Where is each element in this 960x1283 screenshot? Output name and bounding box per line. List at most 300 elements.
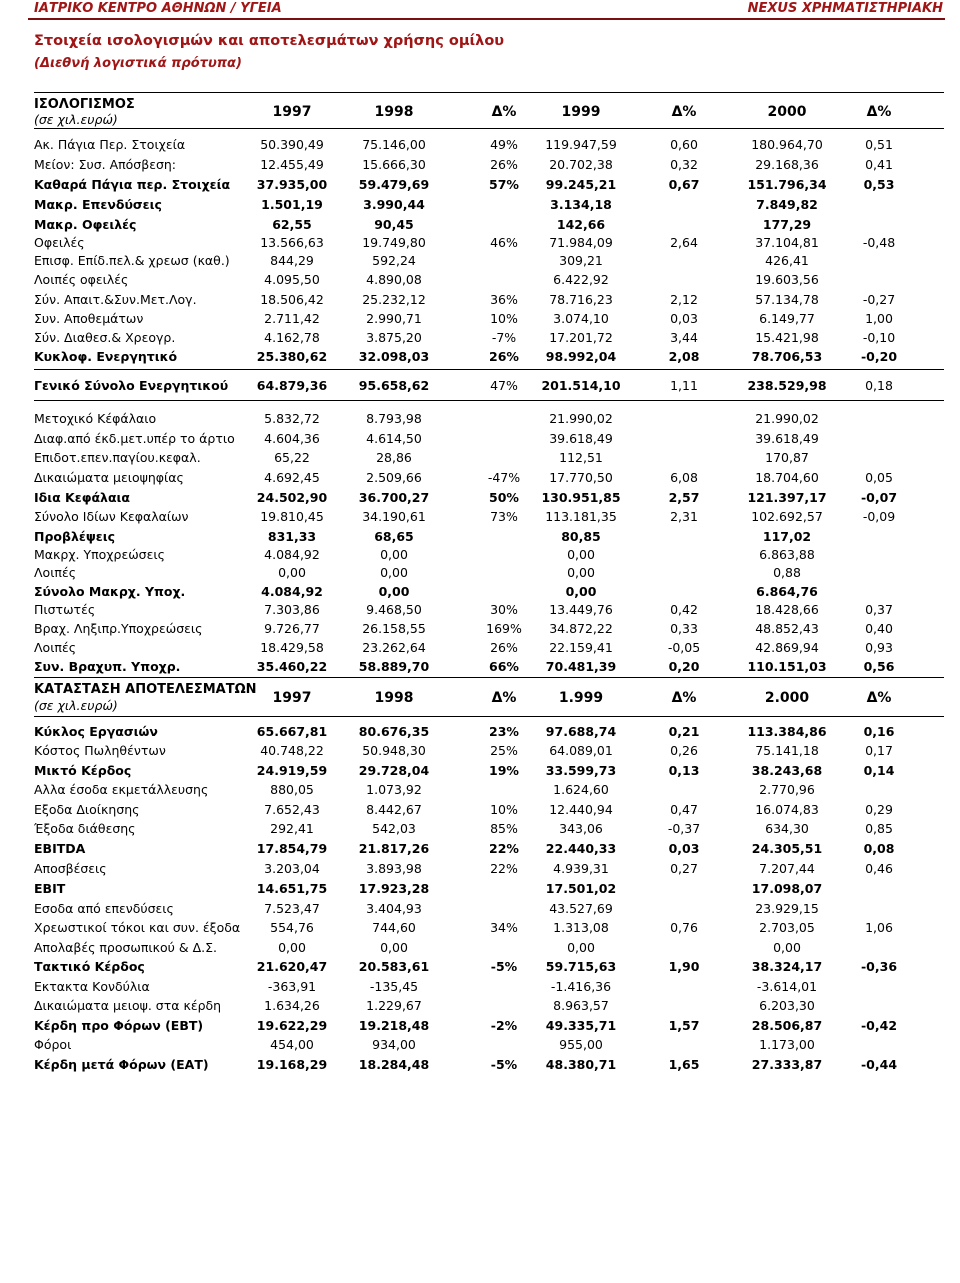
cell-value: 75.141,18 — [755, 743, 819, 758]
cell-value: 6.203,30 — [759, 998, 815, 1013]
cell-value: 39.618,49 — [755, 431, 819, 446]
cell-value: 4.084,92 — [264, 547, 320, 562]
cell-value: -0,37 — [667, 821, 701, 836]
cell-value: 20.702,38 — [549, 157, 613, 172]
row-label: Προβλέψεις — [34, 529, 115, 544]
row-label: Ιδια Κεφάλαια — [34, 490, 131, 505]
cell-value: 1.229,67 — [366, 998, 422, 1013]
cell-value: -5% — [490, 1057, 518, 1072]
cell-value: 66% — [489, 659, 519, 674]
cell-value: 3.074,10 — [553, 311, 609, 326]
row-label: EBITDA — [34, 841, 86, 856]
cell-value: 2.770,96 — [759, 782, 815, 797]
cell-value: 7.652,43 — [264, 802, 320, 817]
cell-value: 17.923,28 — [358, 881, 430, 896]
cell-value: 0,03 — [670, 311, 698, 326]
cell-value: 23% — [489, 724, 519, 739]
cell-value: 17.770,50 — [549, 470, 613, 485]
row-label: Δικαιώματα μειοψ. στα κέρδη — [34, 998, 222, 1013]
cell-value: 0,13 — [668, 763, 700, 778]
row-label: Επιδοτ.επεν.παγίου.κεφαλ. — [34, 450, 201, 465]
column-header-5: Δ% — [671, 104, 697, 120]
cell-value: 0,00 — [565, 584, 597, 599]
cell-value: 1,65 — [668, 1057, 700, 1072]
cell-value: 33.599,73 — [545, 763, 617, 778]
row-label: Μείον: Συσ. Απόσβεση: — [34, 157, 177, 172]
cell-value: 59.715,63 — [545, 959, 617, 974]
cell-value: 21.990,02 — [755, 411, 819, 426]
cell-value: 13.449,76 — [549, 602, 613, 617]
cell-value: 4.614,50 — [366, 431, 422, 446]
cell-value: 19.218,48 — [358, 1018, 430, 1033]
cell-value: 75.146,00 — [362, 137, 426, 152]
row-label: Έξοδα διάθεσης — [34, 821, 136, 836]
row-label: Μικτό Κέρδος — [34, 763, 132, 778]
cell-value: -135,45 — [369, 979, 419, 994]
row-label: Κέρδη μετά Φόρων (ΕΑΤ) — [34, 1057, 209, 1072]
cell-value: 12.440,94 — [549, 802, 613, 817]
cell-value: 28.506,87 — [751, 1018, 823, 1033]
cell-value: 130.951,85 — [541, 490, 621, 505]
cell-value: 38.324,17 — [751, 959, 823, 974]
cell-value: 177,29 — [762, 217, 812, 232]
cell-value: 0,47 — [670, 802, 698, 817]
cell-value: 8.963,57 — [553, 998, 609, 1013]
row-label: Γενικό Σύνολο Ενεργητικού — [34, 378, 229, 393]
cell-value: 7.303,86 — [264, 602, 320, 617]
cell-value: 113.181,35 — [545, 509, 617, 524]
cell-value: 0,53 — [863, 177, 895, 192]
cell-value: 0,85 — [865, 821, 893, 836]
row-label: Μακρχ. Υποχρεώσεις — [34, 547, 165, 562]
total-assets-row — [34, 378, 944, 396]
cell-value: 35.460,22 — [256, 659, 328, 674]
cell-value: 4.084,92 — [261, 584, 323, 599]
cell-value: 0,00 — [380, 940, 408, 955]
cell-value: 1,90 — [668, 959, 700, 974]
table-row — [34, 292, 944, 310]
row-label: Δικαιώματα μειοψηφίας — [34, 470, 184, 485]
header-left: ΙΑΤΡΙΚΟ ΚΕΝΤΡΟ ΑΘΗΝΩΝ / ΥΓΕΙΑ — [34, 1, 282, 16]
cell-value: 1.313,08 — [553, 920, 609, 935]
table-row — [34, 940, 944, 958]
cell-value: 19.749,80 — [362, 235, 426, 250]
cell-value: 18.506,42 — [260, 292, 324, 307]
cell-value: -47% — [487, 470, 521, 485]
table-row — [34, 881, 944, 899]
cell-value: 634,30 — [765, 821, 809, 836]
cell-value: 238.529,98 — [747, 378, 827, 393]
row-label: EBIT — [34, 881, 66, 896]
cell-value: 0,05 — [865, 470, 893, 485]
cell-value: 34% — [490, 920, 518, 935]
cell-value: 0,60 — [670, 137, 698, 152]
cell-value: -1.416,36 — [550, 979, 612, 994]
row-label: Φόροι — [34, 1037, 72, 1052]
cell-value: 32.098,03 — [358, 349, 430, 364]
cell-value: -2% — [490, 1018, 518, 1033]
cell-value: 0,20 — [668, 659, 700, 674]
cell-value: 34.190,61 — [362, 509, 426, 524]
cell-value: 22.440,33 — [545, 841, 617, 856]
row-label: Βραχ. Ληξιπρ.Υποχρεώσεις — [34, 621, 203, 636]
cell-value: 113.384,86 — [747, 724, 827, 739]
cell-value: 19.810,45 — [260, 509, 324, 524]
cell-value: 49% — [490, 137, 518, 152]
table-row — [34, 1018, 944, 1036]
cell-value: 0,37 — [865, 602, 893, 617]
cell-value: 22% — [489, 841, 519, 856]
cell-value: 8.442,67 — [366, 802, 422, 817]
table-row — [34, 1037, 944, 1055]
cell-value: 99.245,21 — [545, 177, 617, 192]
table-row — [34, 959, 944, 977]
cell-value: 9.468,50 — [366, 602, 422, 617]
cell-value: 47% — [490, 378, 518, 393]
table-row — [34, 272, 944, 290]
page-subtitle: (Διεθνή λογιστικά πρότυπα) — [34, 56, 242, 71]
income-top-rule — [34, 677, 944, 678]
cell-value: 98.992,04 — [545, 349, 617, 364]
cell-value: 40.748,22 — [260, 743, 324, 758]
row-label: Λοιπές — [34, 640, 77, 655]
cell-value: 48.852,43 — [755, 621, 819, 636]
cell-value: 844,29 — [270, 253, 314, 268]
cell-value: 50.390,49 — [260, 137, 324, 152]
cell-value: 2.509,66 — [366, 470, 422, 485]
balance-unit: (σε χιλ.ευρώ) — [34, 112, 118, 127]
cell-value: 21.620,47 — [256, 959, 328, 974]
row-label: Εξοδα Διοίκησης — [34, 802, 140, 817]
cell-value: -0,20 — [860, 349, 898, 364]
cell-value: 1,11 — [670, 378, 698, 393]
table-row — [34, 137, 944, 155]
cell-value: 19% — [489, 763, 519, 778]
cell-value: 0,00 — [773, 940, 801, 955]
cell-value: 36.700,27 — [358, 490, 430, 505]
cell-value: 29.728,04 — [358, 763, 430, 778]
total-assets-rule-bottom — [34, 400, 944, 401]
column-header-7: Δ% — [866, 690, 892, 706]
column-header-2: 1998 — [374, 690, 414, 706]
row-label: Συν. Βραχυπ. Υποχρ. — [34, 659, 181, 674]
cell-value: 110.151,03 — [747, 659, 827, 674]
cell-value: 0,56 — [863, 659, 895, 674]
table-row — [34, 602, 944, 620]
cell-value: 59.479,69 — [358, 177, 430, 192]
cell-value: 0,18 — [865, 378, 893, 393]
cell-value: 426,41 — [765, 253, 809, 268]
cell-value: -0,10 — [862, 330, 896, 345]
table-row — [34, 1057, 944, 1075]
row-label: Τακτικό Κέρδος — [34, 959, 145, 974]
table-row — [34, 470, 944, 488]
cell-value: 46% — [490, 235, 518, 250]
cell-value: 6,08 — [670, 470, 698, 485]
column-header-4: 1999 — [561, 104, 601, 120]
cell-value: 48.380,71 — [545, 1057, 617, 1072]
cell-value: 2.990,71 — [366, 311, 422, 326]
cell-value: 0,40 — [865, 621, 893, 636]
cell-value: 0,88 — [773, 565, 801, 580]
cell-value: 0,16 — [863, 724, 895, 739]
cell-value: 3.875,20 — [366, 330, 422, 345]
cell-value: 57.134,78 — [755, 292, 819, 307]
cell-value: 78.716,23 — [549, 292, 613, 307]
cell-value: -0,07 — [860, 490, 898, 505]
row-label: Αποσβέσεις — [34, 861, 107, 876]
cell-value: 119.947,59 — [545, 137, 617, 152]
cell-value: -7% — [491, 330, 517, 345]
cell-value: 3.203,04 — [264, 861, 320, 876]
row-label: Οφειλές — [34, 235, 85, 250]
cell-value: -363,91 — [267, 979, 317, 994]
cell-value: 23.262,64 — [362, 640, 426, 655]
cell-value: 4.890,08 — [366, 272, 422, 287]
cell-value: 19.622,29 — [256, 1018, 328, 1033]
cell-value: 1.624,60 — [553, 782, 609, 797]
table-row — [34, 431, 944, 449]
cell-value: -0,09 — [862, 509, 896, 524]
cell-value: 21.817,26 — [358, 841, 430, 856]
table-row — [34, 349, 944, 367]
cell-value: 744,60 — [372, 920, 416, 935]
cell-value: 62,55 — [272, 217, 312, 232]
cell-value: -0,36 — [860, 959, 898, 974]
cell-value: 58.889,70 — [358, 659, 430, 674]
cell-value: 50.948,30 — [362, 743, 426, 758]
cell-value: 34.872,22 — [549, 621, 613, 636]
row-label: Εκτακτα Κονδύλια — [34, 979, 150, 994]
table-row — [34, 782, 944, 800]
cell-value: 0,00 — [567, 547, 595, 562]
cell-value: 17.501,02 — [545, 881, 617, 896]
table-row — [34, 743, 944, 761]
row-label: Μακρ. Επενδύσεις — [34, 197, 162, 212]
cell-value: 0,08 — [863, 841, 895, 856]
column-header-6: 2000 — [767, 104, 807, 120]
cell-value: 25.380,62 — [256, 349, 328, 364]
row-label: Μετοχικό Κέφάλαιο — [34, 411, 157, 426]
table-row — [34, 901, 944, 919]
cell-value: 15.421,98 — [755, 330, 819, 345]
cell-value: 1.501,19 — [261, 197, 323, 212]
table-row — [34, 235, 944, 253]
column-header-5: Δ% — [671, 690, 697, 706]
cell-value: 18.704,60 — [755, 470, 819, 485]
row-label: Κύκλος Εργασιών — [34, 724, 158, 739]
cell-value: 0,29 — [865, 802, 893, 817]
cell-value: 95.658,62 — [358, 378, 430, 393]
cell-value: 0,00 — [567, 565, 595, 580]
row-label: Λοιπές — [34, 565, 77, 580]
cell-value: 880,05 — [270, 782, 314, 797]
cell-value: 80,85 — [561, 529, 601, 544]
income-header-rule — [34, 716, 944, 717]
column-header-2: 1998 — [374, 104, 414, 120]
cell-value: 955,00 — [559, 1037, 603, 1052]
cell-value: 97.688,74 — [545, 724, 617, 739]
table-row — [34, 841, 944, 859]
cell-value: 2,08 — [668, 349, 700, 364]
cell-value: 0,67 — [668, 177, 700, 192]
table-row — [34, 998, 944, 1016]
cell-value: 142,66 — [556, 217, 606, 232]
cell-value: 4.692,45 — [264, 470, 320, 485]
cell-value: 454,00 — [270, 1037, 314, 1052]
row-label: Σύν. Διαθεσ.& Χρεογρ. — [34, 330, 176, 345]
cell-value: -3.614,01 — [756, 979, 818, 994]
cell-value: 831,33 — [267, 529, 317, 544]
cell-value: 0,41 — [865, 157, 893, 172]
cell-value: 0,00 — [380, 565, 408, 580]
cell-value: 151.796,34 — [747, 177, 827, 192]
cell-value: 4.095,50 — [264, 272, 320, 287]
table-row — [34, 330, 944, 348]
cell-value: 29.168,36 — [755, 157, 819, 172]
cell-value: 14.651,75 — [256, 881, 328, 896]
row-label: Διαφ.από έκδ.μετ.υπέρ το άρτιο — [34, 431, 235, 446]
cell-value: 4.604,36 — [264, 431, 320, 446]
cell-value: 180.964,70 — [751, 137, 823, 152]
cell-value: 4.939,31 — [553, 861, 609, 876]
table-row — [34, 177, 944, 195]
cell-value: 3.990,44 — [363, 197, 425, 212]
cell-value: 68,65 — [374, 529, 414, 544]
cell-value: 36% — [490, 292, 518, 307]
cell-value: 22.159,41 — [549, 640, 613, 655]
income-column-header — [34, 690, 944, 710]
cell-value: 3.404,93 — [366, 901, 422, 916]
cell-value: 10% — [490, 802, 518, 817]
cell-value: 2.711,42 — [264, 311, 320, 326]
cell-value: 78.706,53 — [751, 349, 823, 364]
table-row — [34, 621, 944, 639]
cell-value: 1,06 — [865, 920, 893, 935]
table-row — [34, 979, 944, 997]
cell-value: 0,93 — [865, 640, 893, 655]
cell-value: 0,14 — [863, 763, 895, 778]
cell-value: -5% — [490, 959, 518, 974]
cell-value: 0,51 — [865, 137, 893, 152]
cell-value: 18.428,66 — [755, 602, 819, 617]
cell-value: 3.893,98 — [366, 861, 422, 876]
row-label: Ακ. Πάγια Περ. Στοιχεία — [34, 137, 186, 152]
cell-value: 9.726,77 — [264, 621, 320, 636]
cell-value: 554,76 — [270, 920, 314, 935]
cell-value: 1.634,26 — [264, 998, 320, 1013]
row-label: Καθαρά Πάγια περ. Στοιχεία — [34, 177, 231, 192]
cell-value: 5.832,72 — [264, 411, 320, 426]
cell-value: 19.168,29 — [256, 1057, 328, 1072]
cell-value: 7.207,44 — [759, 861, 815, 876]
income-heading: ΚΑΤΑΣΤΑΣΗ ΑΠΟΤΕΛΕΣΜΑΤΩΝ — [34, 682, 257, 697]
table-row — [34, 802, 944, 820]
cell-value: 0,76 — [670, 920, 698, 935]
cell-value: 15.666,30 — [362, 157, 426, 172]
cell-value: 85% — [490, 821, 518, 836]
cell-value: 25% — [490, 743, 518, 758]
row-label: Συν. Αποθεμάτων — [34, 311, 144, 326]
cell-value: 292,41 — [270, 821, 314, 836]
cell-value: 28,86 — [376, 450, 412, 465]
cell-value: 18.429,58 — [260, 640, 324, 655]
cell-value: 0,00 — [278, 565, 306, 580]
cell-value: 934,00 — [372, 1037, 416, 1052]
cell-value: 6.149,77 — [759, 311, 815, 326]
row-label: Κυκλοφ. Ενεργητικό — [34, 349, 178, 364]
cell-value: 112,51 — [559, 450, 603, 465]
balance-top-rule — [34, 92, 944, 93]
cell-value: 1,00 — [865, 311, 893, 326]
cell-value: 65,22 — [274, 450, 310, 465]
cell-value: 169% — [486, 621, 522, 636]
cell-value: 19.603,56 — [755, 272, 819, 287]
cell-value: 2.703,05 — [759, 920, 815, 935]
table-row — [34, 197, 944, 215]
table-row — [34, 920, 944, 938]
cell-value: 3.134,18 — [550, 197, 612, 212]
cell-value: -0,48 — [862, 235, 896, 250]
cell-value: 6.422,92 — [553, 272, 609, 287]
cell-value: 7.523,47 — [264, 901, 320, 916]
table-row — [34, 821, 944, 839]
cell-value: 2,64 — [670, 235, 698, 250]
cell-value: 201.514,10 — [541, 378, 621, 393]
table-row — [34, 509, 944, 527]
cell-value: 4.162,78 — [264, 330, 320, 345]
cell-value: 21.990,02 — [549, 411, 613, 426]
cell-value: -0,27 — [862, 292, 896, 307]
cell-value: 0,00 — [567, 940, 595, 955]
cell-value: 117,02 — [762, 529, 812, 544]
cell-value: 7.849,82 — [756, 197, 818, 212]
cell-value: 1.073,92 — [366, 782, 422, 797]
cell-value: 25.232,12 — [362, 292, 426, 307]
cell-value: 343,06 — [559, 821, 603, 836]
cell-value: 37.104,81 — [755, 235, 819, 250]
cell-value: 0,27 — [670, 861, 698, 876]
cell-value: -0,05 — [667, 640, 701, 655]
row-label: Λοιπές οφειλές — [34, 272, 129, 287]
cell-value: 26% — [490, 157, 518, 172]
cell-value: 121.397,17 — [747, 490, 827, 505]
row-label: Απολαβές προσωπικού & Δ.Σ. — [34, 940, 217, 955]
cell-value: 26% — [489, 349, 519, 364]
row-label: Χρεωστικοί τόκοι και συν. έξοδα — [34, 920, 241, 935]
table-row — [34, 529, 944, 547]
balance-header-rule — [34, 128, 944, 129]
table-row — [34, 411, 944, 429]
table-row — [34, 763, 944, 781]
cell-value: 102.692,57 — [751, 509, 823, 524]
table-row — [34, 253, 944, 271]
cell-value: 17.854,79 — [256, 841, 328, 856]
row-label: Κόστος Πωληθέντων — [34, 743, 166, 758]
cell-value: 37.935,00 — [256, 177, 328, 192]
table-row — [34, 724, 944, 742]
cell-value: 13.566,63 — [260, 235, 324, 250]
table-row — [34, 217, 944, 235]
cell-value: -0,42 — [860, 1018, 898, 1033]
cell-value: 38.243,68 — [751, 763, 823, 778]
cell-value: 0,42 — [670, 602, 698, 617]
row-label: Αλλα έσοδα εκμετάλλευσης — [34, 782, 209, 797]
cell-value: 24.919,59 — [256, 763, 328, 778]
table-row — [34, 584, 944, 602]
column-header-7: Δ% — [866, 104, 892, 120]
cell-value: 2,31 — [670, 509, 698, 524]
